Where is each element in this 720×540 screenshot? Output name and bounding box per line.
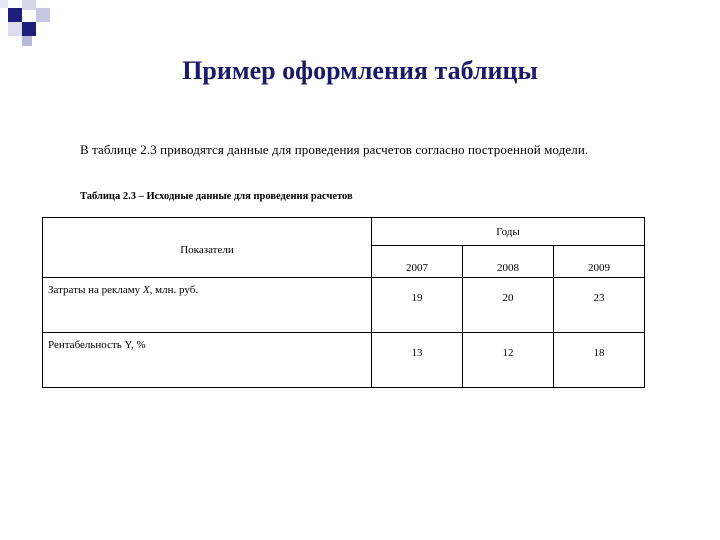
- table-cell: 23: [554, 278, 645, 333]
- indicator-header-cell: [43, 218, 372, 278]
- table-row: [43, 278, 645, 333]
- data-table: [42, 217, 645, 388]
- table-caption: Таблица 2.3 – Исходные данные для проведения расчетов: [80, 191, 353, 202]
- table-cell: 20: [463, 278, 554, 333]
- table-cell: 19: [372, 278, 463, 333]
- intro-paragraph: В таблице 2.3 приводятся данные для проведения расчетов согласно построенной модели.: [80, 142, 589, 157]
- table-cell: 18: [554, 333, 645, 388]
- row-label-ad-costs: Затраты на рекламу X, млн. руб.: [43, 278, 372, 333]
- year-header-2007: 2007: [372, 246, 463, 278]
- table-cell: 13: [372, 333, 463, 388]
- table-cell: 12: [463, 333, 554, 388]
- year-header-2008: 2008: [463, 246, 554, 278]
- years-header: Годы: [372, 218, 645, 246]
- year-header-2009: 2009: [554, 246, 645, 278]
- table-row: [43, 333, 645, 388]
- slide-title: Пример оформления таблицы: [182, 56, 538, 85]
- row-label-profitability: Рентабельность Y, %: [43, 333, 372, 388]
- corner-squares-decoration: [0, 0, 720, 60]
- indicator-header-label: Показатели: [180, 243, 234, 256]
